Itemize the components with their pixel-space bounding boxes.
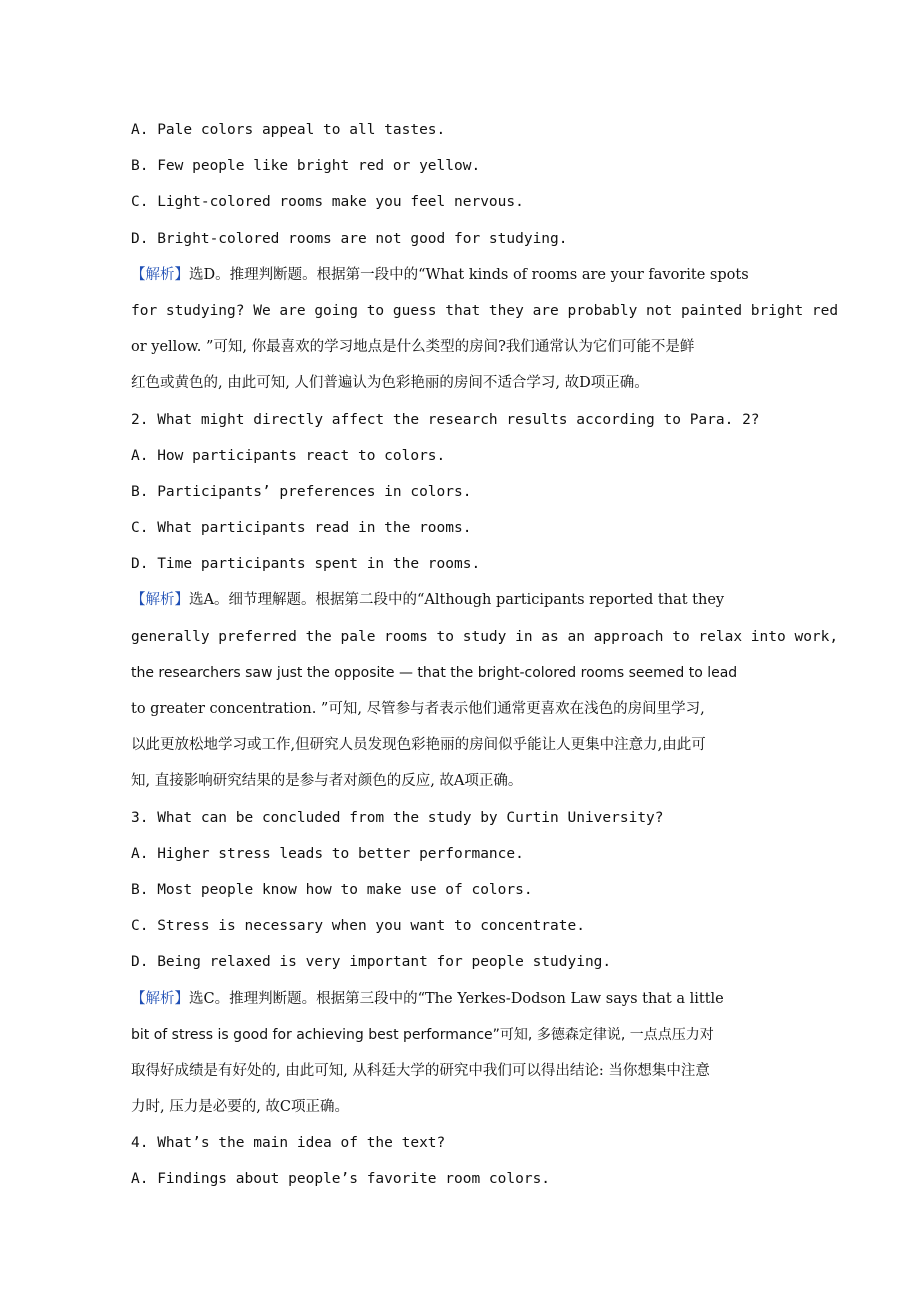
exp3-line-1 [131, 981, 831, 1017]
exp2-line-2: generally preferred the pale rooms to study in as an approach to relax into work, [131, 628, 839, 645]
exp2-line-1 [131, 582, 831, 618]
q1-option-c: C. Light-colored rooms make you feel nervous. [131, 194, 524, 211]
exp1-line-4: 红色或黄色的, 由此可知, 人们普遍认为色彩艳丽的房间不适合学习, 故D项正确。 [131, 375, 649, 392]
q3-option-a: A. Higher stress leads to better performance. [131, 845, 524, 862]
q3-option-c: C. Stress is necessary when you want to concentrate. [131, 918, 585, 935]
q1-option-a: A. Pale colors appeal to all tastes. [131, 122, 446, 138]
q2-option-a: A. How participants react to colors. [131, 447, 446, 464]
q2-option-b: B. Participants’ preferences in colors. [131, 483, 472, 500]
exp2-line-3: the researchers saw just the opposite — that the bright-colored rooms seemed to lead [131, 664, 738, 681]
explanation-tag: 【解析】 [131, 266, 189, 283]
q3-option-b: B. Most people know how to make use of colors. [131, 881, 533, 898]
exp1-line-2: for studying? We are going to guess that they are probably not painted bright red [131, 302, 839, 319]
exp1-line-1 [131, 257, 831, 293]
exp2-line-6: 知, 直接影响研究结果的是参与者对颜色的反应, 故A项正确。 [131, 773, 523, 790]
explanation-tag: 【解析】 [131, 592, 189, 609]
exp2-line-4: to greater concentration. ”可知, 尽管参与者表示他们通常更喜欢在浅色的房间里学习, [131, 701, 705, 717]
exp2-line-5: 以此更放松地学习或工作,但研究人员发现色彩艳丽的房间似乎能让人更集中注意力,由此可 [131, 737, 706, 754]
exp2-text-1: 选A。细节理解题。根据第二段中的“Although participants reported that they [189, 592, 725, 609]
explanation-tag: 【解析】 [131, 990, 189, 1007]
q4-option-a: A. Findings about people’s favorite room colors. [131, 1171, 551, 1188]
q2-stem: 2. What might directly affect the research results according to Para. 2? [131, 411, 760, 428]
q2-option-d: D. Time participants spent in the rooms. [131, 556, 481, 573]
exp3-line-3: 取得好成绩是有好处的, 由此可知, 从科廷大学的研究中我们可以得出结论: 当你想集中注意 [131, 1062, 710, 1079]
q1-option-d: D. Bright-colored rooms are not good for studying. [131, 230, 568, 247]
q1-option-b: B. Few people like bright red or yellow. [131, 158, 481, 175]
exp3-text-1: 选C。推理判断题。根据第三段中的“The Yerkes-Dodson Law says that a little [189, 990, 724, 1007]
q3-option-d: D. Being relaxed is very important for people studying. [131, 954, 612, 971]
exp3-line-2: bit of stress is good for achieving best performance”可知, 多德森定律说, 一点点压力对 [131, 1026, 714, 1043]
exp1-text-1: 选D。推理判断题。根据第一段中的“What kinds of rooms are your favorite spots [189, 266, 749, 283]
exp3-line-4: 力时, 压力是必要的, 故C项正确。 [131, 1099, 350, 1116]
q4-stem: 4. What’s the main idea of the text? [131, 1135, 446, 1152]
exp1-line-3: or yellow. ”可知, 你最喜欢的学习地点是什么类型的房间?我们通常认为它们可能不是鲜 [131, 339, 695, 356]
q3-stem: 3. What can be concluded from the study by Curtin University? [131, 809, 664, 826]
q2-option-c: C. What participants read in the rooms. [131, 520, 472, 537]
document-content [131, 112, 839, 1198]
